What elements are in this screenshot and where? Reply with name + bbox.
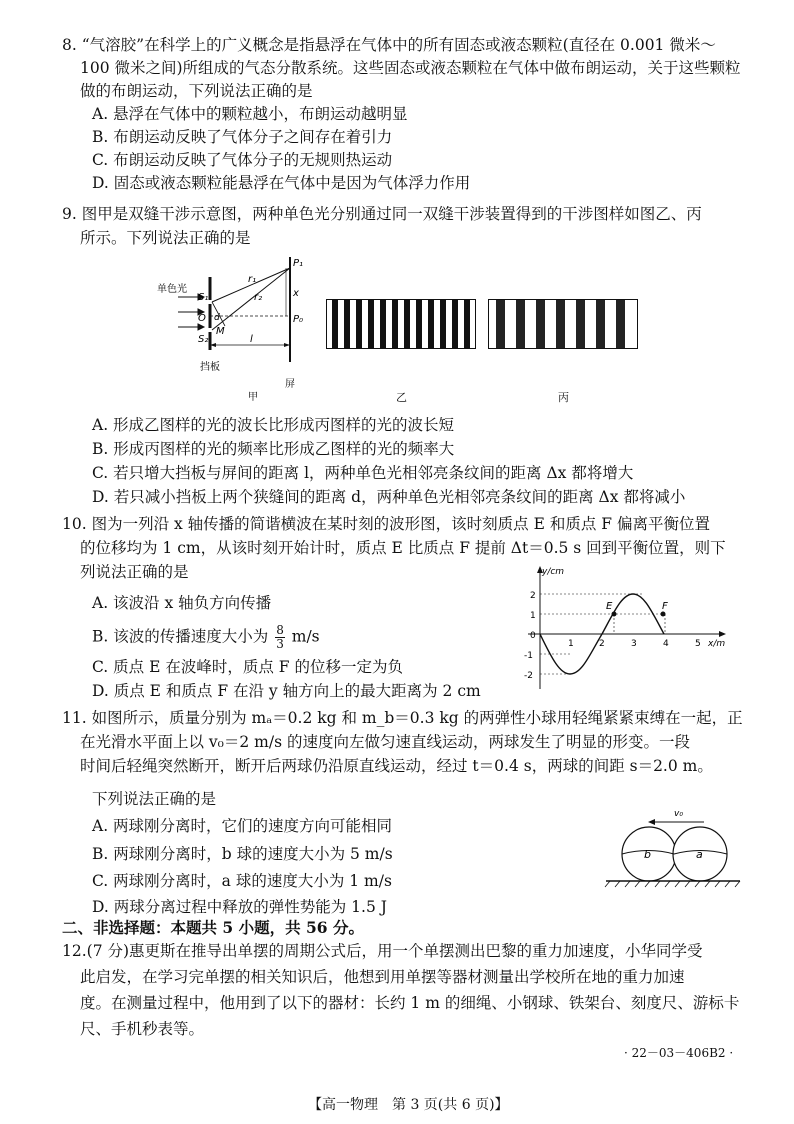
q9-stem-line2: 所示。下列说法正确的是 (80, 229, 251, 247)
q12-line3: 度。在测量过程中，他用到了以下的器材：长约 1 m 的细绳、小钢球、铁架台、刻度尺、游标卡 (80, 994, 740, 1012)
q9-option-c: C. 若只增大挡板与屏间的距离 l，两种单色光相邻亮条纹间的距离 Δx 都将增大 (92, 464, 634, 482)
fig-label-r2: r₂ (254, 292, 263, 303)
y-tick-neg1: -1 (524, 651, 533, 661)
y-tick-neg2: -2 (524, 671, 533, 681)
fig-label-o: O (198, 313, 206, 324)
fig-label-l: l (250, 334, 253, 345)
q11-stem-line2: 在光滑水平面上以 v₀＝2 m/s 的速度向左做匀速直线运动，两球发生了明显的形变。一段 (80, 733, 690, 751)
fraction-denominator: 3 (276, 637, 284, 651)
y-tick-2: 2 (530, 591, 536, 601)
q8-stem-line2: 100 微米之间)所组成的气态分散系统。这些固态或液态颗粒在气体中做布朗运动，关于这些颗粒 (80, 59, 741, 77)
x-tick-5: 5 (695, 639, 701, 649)
fig-label-m: M (216, 326, 225, 337)
fig-label-s1: S₁ (198, 292, 209, 303)
q11-stem-line4: 下列说法正确的是 (92, 790, 217, 808)
q10-stem-line3: 列说法正确的是 (80, 563, 189, 581)
q8-option-d: D. 固态或液态颗粒能悬浮在气体中是因为气体浮力作用 (92, 174, 471, 192)
fig-label-p1: P₁ (293, 258, 304, 269)
q8-option-c: C. 布朗运动反映了气体分子的无规则热运动 (92, 151, 393, 169)
fringe-pattern-yi (326, 299, 476, 349)
ball-b-label: b (644, 848, 651, 861)
q11-option-a: A. 两球刚分离时，它们的速度方向可能相同 (92, 817, 393, 835)
x-tick-3: 3 (631, 639, 637, 649)
q11-option-b: B. 两球刚分离时，b 球的速度大小为 5 m/s (92, 845, 393, 863)
q12-line4: 尺、手机秒表等。 (80, 1020, 205, 1038)
q10-stem-line1: 10. 图为一列沿 x 轴传播的简谐横波在某时刻的波形图，该时刻质点 E 和质点 F 偏离平衡位置 (62, 515, 710, 533)
fig-label-d: d (214, 313, 220, 323)
fig-label-yi: 乙 (396, 391, 407, 404)
fig-label-screen: 屏 (285, 379, 295, 390)
x-tick-1: 1 (568, 639, 574, 649)
x-tick-2: 2 (599, 639, 605, 649)
x-tick-4: 4 (663, 639, 669, 649)
section-heading: 二、非选择题：本题共 5 小题，共 56 分。 (62, 918, 364, 937)
q10-option-c: C. 质点 E 在波峰时，质点 F 的位移一定为负 (92, 658, 403, 676)
fig-label-plate: 挡板 (200, 362, 220, 373)
q12-line1: 12.(7 分)惠更斯在推导出单摆的周期公式后，用一个单摆测出巴黎的重力加速度，小华同学受 (62, 942, 703, 960)
page-footer: 【高一物理 第 3 页(共 6 页)】 (308, 1097, 509, 1113)
q11-option-d: D. 两球分离过程中释放的弹性势能为 1.5 J (92, 898, 387, 916)
fig-label-p0: P₀ (293, 314, 304, 325)
q11-stem-line3: 时间后轻绳突然断开，断开后两球仍沿原直线运动，经过 t＝0.4 s，两球的间距 s＝2.0 m。 (80, 757, 713, 775)
v0-label: v₀ (674, 809, 683, 819)
double-slit-diagram (150, 252, 320, 402)
q10-option-b-text: B. 该波的传播速度大小为 (92, 627, 269, 646)
q8-stem-line1: 8. “气溶胶”在科学上的广义概念是指悬浮在气体中的所有固态或液态颗粒(直径在 0.001 微米～ (62, 36, 716, 54)
paper-code: · 22－03－406B2 · (624, 1046, 734, 1060)
fringe-pattern-bing (488, 299, 638, 349)
wave-graph (510, 564, 735, 694)
q9-option-d: D. 若只减小挡板上两个狭缝间的距离 d，两种单色光相邻亮条纹间的距离 Δx 都将减小 (92, 488, 686, 506)
q11-option-c: C. 两球刚分离时，a 球的速度大小为 1 m/s (92, 872, 392, 890)
q8-option-b: B. 布朗运动反映了气体分子之间存在着引力 (92, 128, 393, 146)
graph-x-label: x/m (708, 639, 726, 649)
two-balls-diagram (604, 802, 742, 888)
q9-option-b: B. 形成丙图样的光的频率比形成乙图样的光的频率大 (92, 440, 455, 458)
q10-option-b-unit: m/s (291, 627, 320, 646)
q12-line2: 此启发，在学习完单摆的相关知识后，他想到用单摆等器材测量出学校所在地的重力加速 (80, 968, 685, 986)
y-tick-0: 0 (530, 631, 536, 641)
q10-stem-line2: 的位移均为 1 cm，从该时刻开始计时，质点 E 比质点 F 提前 Δt＝0.5 s 回到平衡位置，则下 (80, 539, 726, 557)
q11-stem-line1: 11. 如图所示，质量分别为 mₐ＝0.2 kg 和 m_b＝0.3 kg 的两弹性小球用轻绳紧紧束缚在一起，正 (62, 709, 743, 727)
fig-label-jia: 甲 (248, 392, 258, 402)
graph-y-label: y/cm (542, 567, 565, 577)
q8-stem-line3: 做的布朗运动，下列说法正确的是 (80, 82, 313, 100)
q10-option-b (92, 624, 320, 651)
q9-option-a: A. 形成乙图样的光的波长比形成丙图样的光的波长短 (92, 416, 455, 434)
q10-option-d: D. 质点 E 和质点 F 在沿 y 轴方向上的最大距离为 2 cm (92, 682, 481, 700)
y-tick-1: 1 (530, 611, 536, 621)
fig-label-r1: r₁ (248, 274, 257, 285)
ball-a-label: a (696, 848, 703, 861)
fraction-numerator: 8 (276, 623, 284, 637)
fig-label-light: 单色光 (157, 284, 187, 295)
fig-label-s2: S₂ (198, 334, 209, 345)
point-e-label: E (606, 601, 613, 612)
q8-option-a: A. 悬浮在气体中的颗粒越小，布朗运动越明显 (92, 105, 408, 123)
fig-label-bing: 丙 (558, 391, 569, 404)
fraction-8-3 (275, 624, 285, 651)
fig-label-x: x (293, 288, 299, 299)
q9-stem-line1: 9. 图甲是双缝干涉示意图，两种单色光分别通过同一双缝干涉装置得到的干涉图样如图乙、丙 (62, 205, 702, 223)
q10-option-a: A. 该波沿 x 轴负方向传播 (92, 594, 272, 612)
point-f-label: F (662, 601, 668, 612)
